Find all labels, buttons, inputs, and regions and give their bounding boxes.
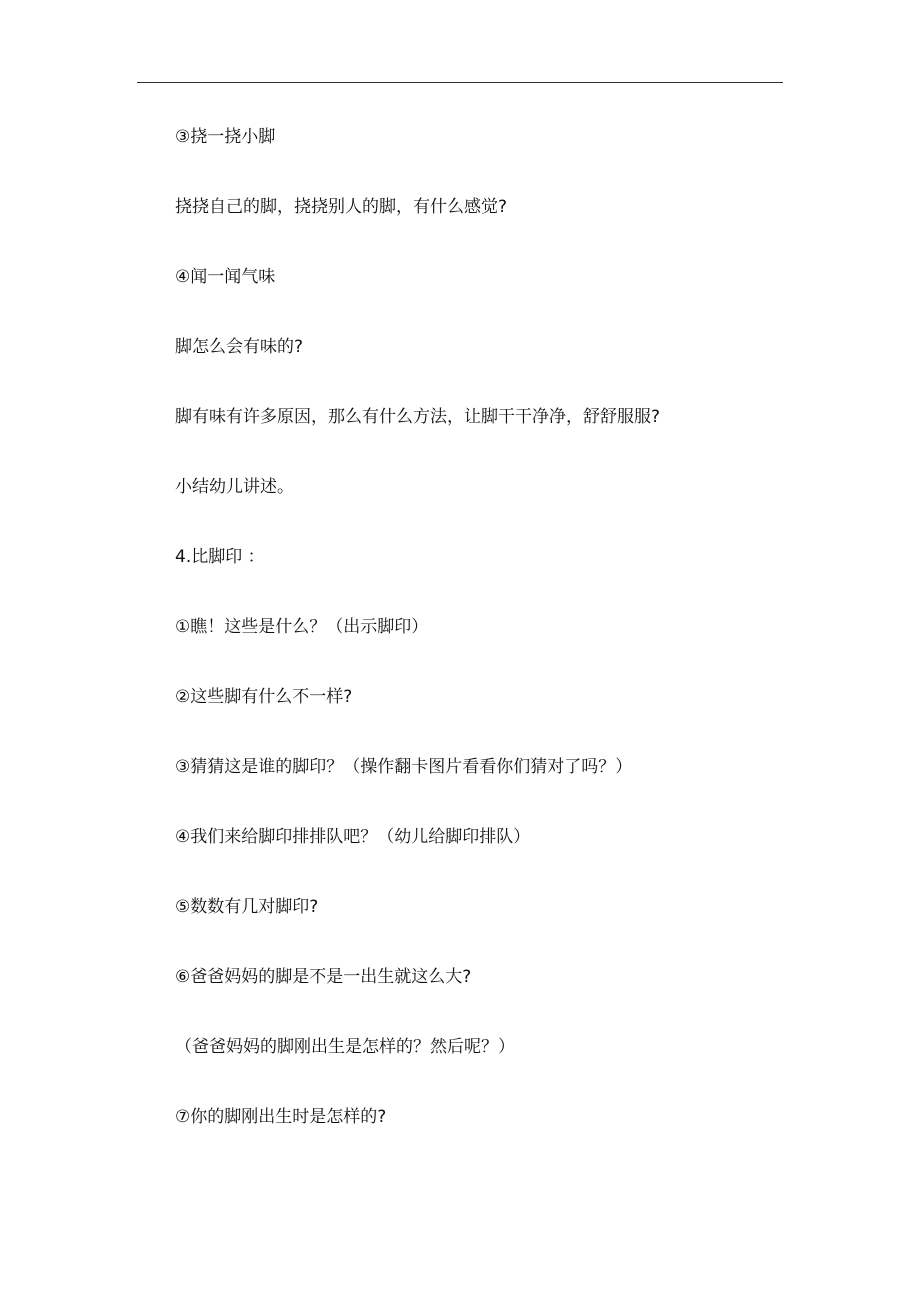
paragraph: 小结幼儿讲述。 — [175, 477, 294, 497]
document-body — [175, 124, 815, 1174]
paragraph: ③挠一挠小脚 — [175, 127, 276, 147]
paragraph: ①瞧！这些是什么？（出示脚印） — [175, 617, 429, 637]
paragraph: ⑦你的脚刚出生时是怎样的? — [175, 1107, 387, 1127]
paragraph: ④我们来给脚印排排队吧？（幼儿给脚印排队） — [175, 827, 531, 847]
paragraph: ②这些脚有什么不一样? — [175, 687, 353, 707]
header-rule — [137, 82, 783, 83]
paragraph: 脚怎么会有味的? — [175, 337, 304, 357]
paragraph: ⑥爸爸妈妈的脚是不是一出生就这么大? — [175, 967, 472, 987]
paragraph: （爸爸妈妈的脚刚出生是怎样的？然后呢？） — [175, 1037, 515, 1057]
paragraph: ④闻一闻气味 — [175, 267, 276, 287]
paragraph: ③猜猜这是谁的脚印？（操作翻卡图片看看你们猜对了吗？） — [175, 757, 633, 777]
section-heading: 4.比脚印 ： — [175, 547, 265, 567]
paragraph: 脚有味有许多原因，那么有什么方法，让脚干干净净，舒舒服服? — [175, 407, 661, 427]
paragraph: 挠挠自己的脚，挠挠别人的脚，有什么感觉? — [175, 197, 508, 217]
paragraph: ⑤数数有几对脚印? — [175, 897, 319, 917]
